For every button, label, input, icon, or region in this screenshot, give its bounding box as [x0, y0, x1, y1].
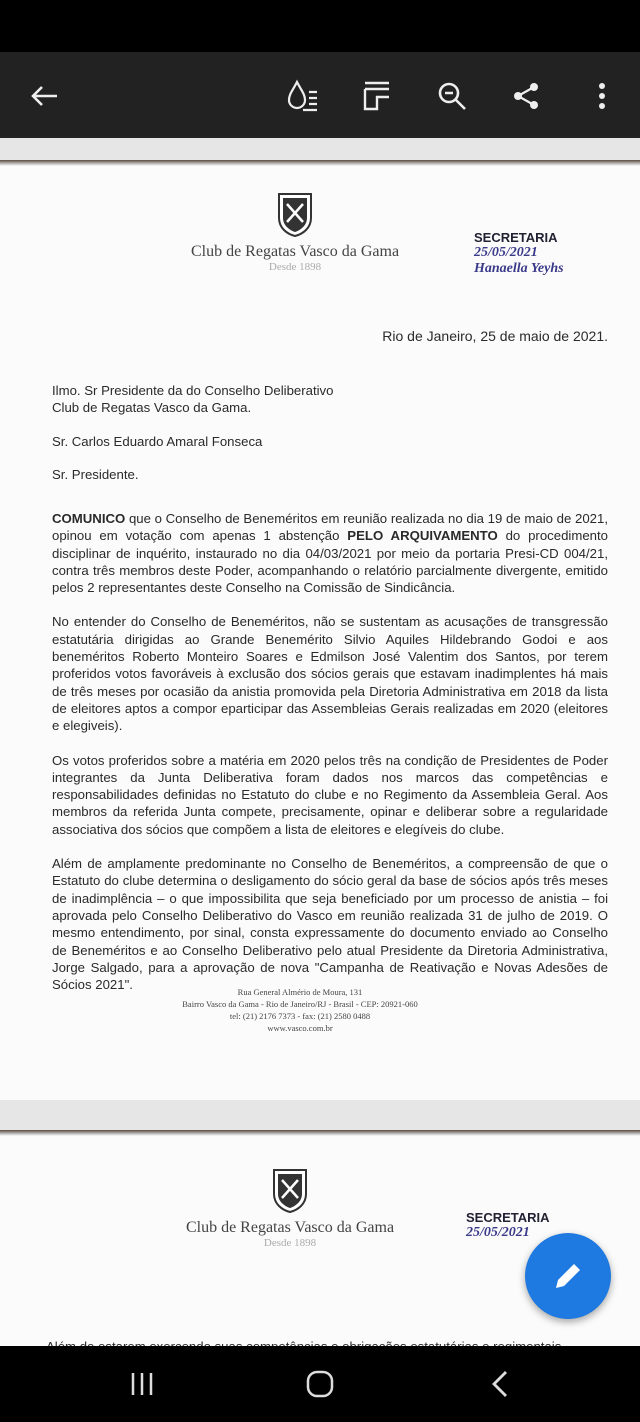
bold-text: PELO ARQUIVAMENTO — [347, 528, 498, 544]
status-bar — [0, 0, 640, 52]
scan-edge — [0, 1130, 640, 1136]
stamp-label: SECRETARIA — [474, 230, 558, 245]
edit-button[interactable] — [525, 1233, 611, 1319]
stamp-date: 25/05/2021 — [474, 245, 538, 260]
addressee-line: Club de Regatas Vasco da Gama. — [52, 400, 252, 416]
date-line: Rio de Janeiro, 25 de maio de 2021. — [382, 328, 608, 344]
secretaria-stamp — [474, 230, 564, 277]
page-layout-icon[interactable] — [357, 76, 397, 116]
back-icon[interactable] — [24, 76, 64, 116]
paragraph-2: No entender do Conselho de Beneméritos, não se sustentam as acusações de transgressão estatutária dirigidas ao Grande Benemérito Silvio Aquiles Hildebrando Godoi e aos beneméritos Roberto Monteiro Soares e Edmilson José Valentim dos Santos, por terem proferidos votos favoráveis à exclusão dos sócios gerais que estavam inadimplentes há mais de três meses por ocasião da anistia promovida pela Diretoria Administrativa em 2018 da lista de eleitores aptos a compor eparticipar das Assembleias Gerais realizadas em 2020 (eleitores e elegiveis). — [52, 614, 608, 734]
club-since: Desde 1898 — [263, 1237, 317, 1249]
letter-body — [52, 510, 608, 1010]
edit-pencil-icon — [550, 1258, 586, 1294]
salutation: Sr. Presidente. — [52, 466, 139, 482]
club-name: Club de Regatas Vasco da Gama — [190, 243, 400, 260]
paragraph-3: Os votos proferidos sobre a matéria em 2020 pelos três na condição de Presidentes de Poder integrantes da Junta Deliberativa foram dados nos marcos das competências e responsabilidades definidas no Estatuto do clube e no Regimento da Assembleia Geral. Aos membros da referida Junta compete, precisamente, opinar e deliberar sobre a regularidade associativa dos sócios que compõem a lista de eleitores e elegíveis do clube. — [52, 752, 608, 837]
home-icon[interactable] — [300, 1366, 340, 1402]
more-icon[interactable] — [582, 76, 622, 116]
scan-edge — [0, 160, 640, 166]
recent-apps-icon[interactable] — [122, 1366, 162, 1402]
address-line: www.vasco.com.br — [267, 1023, 333, 1033]
document-viewer[interactable] — [0, 138, 640, 1346]
club-since: Desde 1898 — [268, 261, 322, 273]
system-nav-bar — [0, 1346, 640, 1422]
addressee — [52, 382, 608, 483]
search-icon[interactable] — [432, 76, 472, 116]
stamp-label: SECRETARIA — [466, 1210, 550, 1225]
paragraph-4: Além de amplamente predominante no Conselho de Beneméritos, a compreensão de que o Estatuto do clube determina o desligamento do sócio geral da base de sócios após três meses de inadimplência – o que impossibilita que seja beneficiado por um processo de anistia – foi aprovada pelo Conselho Deliberativo do Vasco em reunião realizada 31 de julho de 2019. O mesmo entendimento, por sinal, consta expressamente do documento enviado ao Conselho de Beneméritos e ao Conselho Deliberativo pelo atual Presidente da Diretoria Administrativa, Jorge Salgado, para a aprovação de nova "Campanha de Reativação e Novas Adesões de Sócios 2021". — [52, 856, 608, 993]
club-logo — [190, 190, 400, 273]
secretaria-stamp — [466, 1210, 550, 1241]
paragraph-1 — [52, 510, 608, 596]
stamp-signature: Hanaella Yeyhs — [474, 261, 564, 276]
stamp-date: 25/05/2021 — [466, 1225, 530, 1240]
back-icon[interactable] — [480, 1366, 520, 1402]
text: que o Conselho de Beneméritos em reunião realizada no dia 19 de maio de 2021, opinou em votação com apenas 1 abstenção — [52, 511, 608, 544]
toolbar — [0, 52, 640, 138]
club-name: Club de Regatas Vasco da Gama — [185, 1219, 395, 1236]
share-icon[interactable] — [506, 76, 546, 116]
document-page-1 — [0, 160, 640, 1100]
addressee-line: Ilmo. Sr Presidente da do Conselho Deliberativo — [52, 383, 334, 398]
bold-text: COMUNICO — [52, 511, 126, 526]
text: do procedimento disciplinar de inquérito, instaurado no dia 04/03/2021 por meio da portaria Presi-CD 004/21, contra três membros deste Poder, acompanhando o relatório parcialmente divergente, emitido pelos 2 representantes deste Conselho na Comissão de Sindicância. — [52, 528, 608, 596]
address-line: tel: (21) 2176 7373 - fax: (21) 2580 0488 — [229, 1011, 371, 1021]
club-logo — [185, 1166, 395, 1249]
addressee-name: Sr. Carlos Eduardo Amaral Fonseca — [52, 433, 263, 449]
club-address — [140, 986, 460, 1034]
reading-mode-icon[interactable] — [283, 76, 323, 116]
address-line: Rua General Almério de Moura, 131 — [237, 987, 363, 997]
address-line: Bairro Vasco da Gama - Rio de Janeiro/RJ - Brasil - CEP: 20921-060 — [182, 999, 418, 1009]
vasco-crest-icon — [275, 190, 315, 238]
vasco-crest-icon — [270, 1166, 310, 1214]
